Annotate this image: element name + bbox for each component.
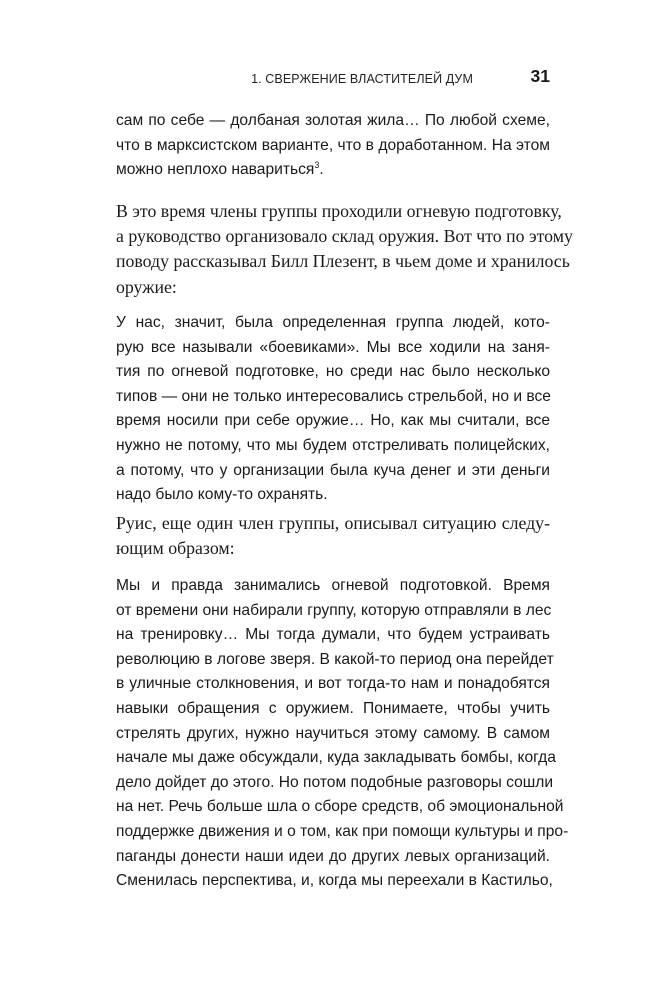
body-paragraph [116, 199, 573, 300]
text-line: паганды донести наши идеи до других левых организаций. [116, 847, 550, 865]
body-paragraph [116, 511, 550, 561]
text-line [116, 158, 550, 183]
text-line: сам по себе — долбаная золотая жила… По любой схеме, [116, 112, 550, 129]
text-line: революцию в логове зверя. В какой-то период она перейдет [116, 650, 554, 668]
text-line: время носили при себе оружие… Но, как мы считали, все [116, 412, 550, 430]
text-line: а руководство организовало склад оружия. Вот что по этому [116, 226, 573, 247]
text-line: типов — они не только интересовались стрельбой, но и все [116, 387, 551, 405]
running-head: 1. СВЕРЖЕНИЕ ВЛАСТИТЕЛЕЙ ДУМ [251, 72, 473, 86]
block-quote [116, 574, 569, 894]
page-number: 31 [530, 66, 550, 86]
text-line: навыки обращения с оружием. Понимаете, чтобы учить [116, 699, 550, 717]
text-line: начале мы даже обсуждали, куда закладывать бомбы, когда [116, 749, 556, 767]
text-line: поддержке движения и о том, как при помощи культуры и про- [116, 822, 569, 840]
text-line: В это время члены группы проходили огневую подготовку, [116, 201, 562, 221]
text-line: Сменилась перспектива, и, когда мы переехали в Кастильо, [116, 872, 553, 890]
footnote-mark: 3 [314, 160, 320, 170]
text-line: ющим образом: [116, 538, 235, 559]
text-fragment: . [319, 161, 324, 179]
text-line: дело дойдет до этого. Но потом подобные разговоры сошли [116, 773, 554, 791]
text-line: стрелять других, нужно научиться этому самому. В самом [116, 724, 550, 742]
text-line: от времени они набирали группу, которую отправляли в лес [116, 601, 552, 619]
text-line: что в марксистском варианте, что в доработанном. На этом [116, 136, 550, 154]
text-line: тия по огневой подготовке, но среди нас было несколько [116, 363, 550, 381]
quote-continuation [116, 109, 550, 183]
text-line: нужно не потому, что мы будем отстреливать полицейских, [116, 436, 550, 454]
text-line: оружие: [116, 276, 177, 297]
text-line: Мы и правда занимались огневой подготовкой. Время [116, 577, 550, 594]
text-line: на нет. Речь больше шла о сборе средств, об эмоциональной [116, 798, 564, 816]
text-line: на тренировку… Мы тогда думали, что будем устраивать [116, 626, 550, 644]
text-line: Руис, еще один член группы, описывал ситуацию следу- [116, 513, 550, 533]
text-line: надо было кому-то охранять. [116, 486, 328, 504]
text-line: У нас, значит, была определенная группа людей, кото- [116, 314, 550, 331]
text-line: а потому, что у организации была куча денег и эти деньги [116, 461, 550, 479]
text-line: в уличные столкновения, и вот тогда-то нам и понадобятся [116, 675, 550, 693]
text-fragment: можно неплохо навариться [116, 161, 315, 179]
text-line: поводу рассказывал Билл Плезент, в чьем доме и хранилось [116, 251, 570, 272]
block-quote [116, 311, 550, 508]
text-line: рую все называли «боевиками». Мы все ходили на заня- [116, 338, 550, 356]
